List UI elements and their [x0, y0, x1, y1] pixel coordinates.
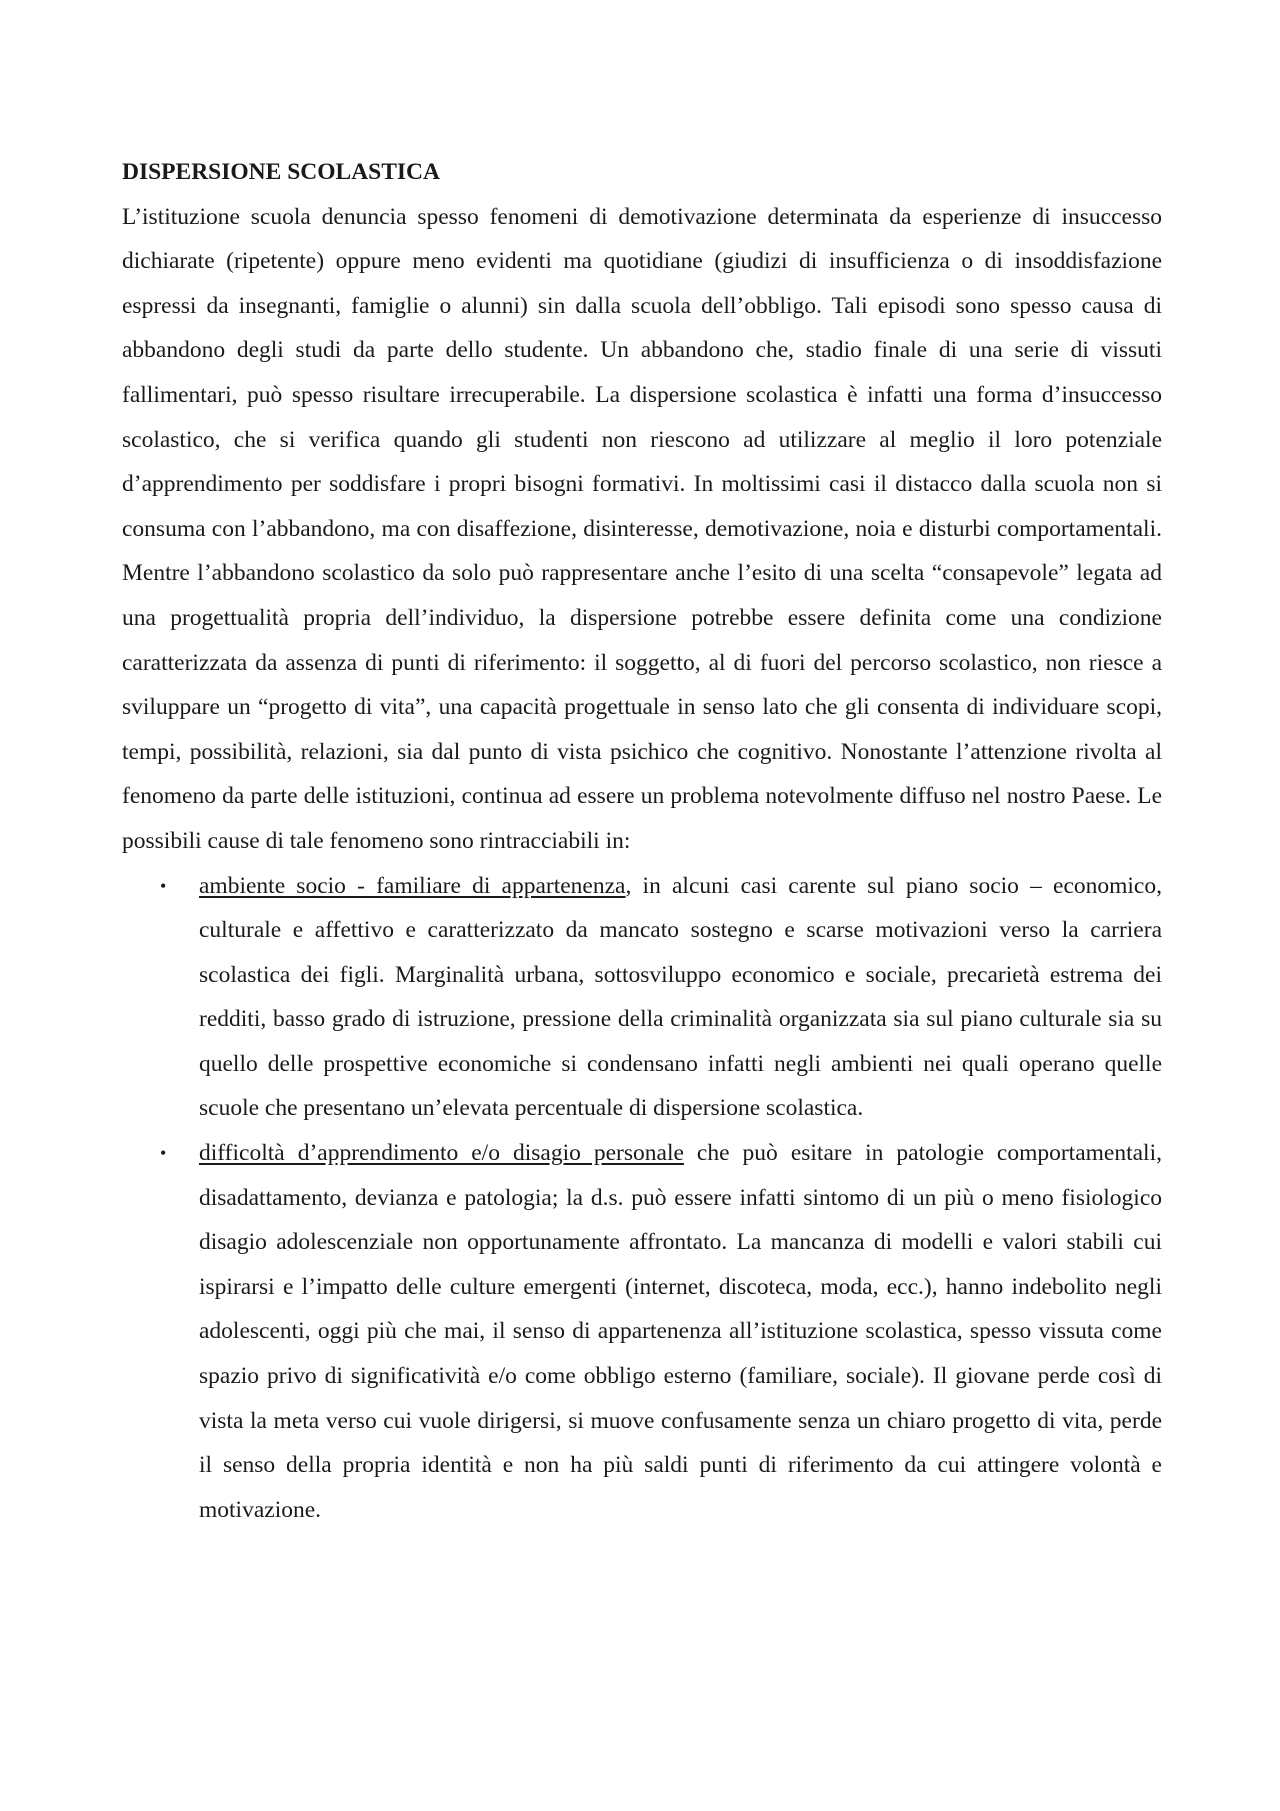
intro-paragraph: L’istituzione scuola denuncia spesso fenomeni di demotivazione determinata da esperienze di insuccesso dichiarate (ripetente) oppure meno evidenti ma quotidiane (giudizi di insufficienza o di insoddisfazione espressi da insegnanti, famiglie o alunni) sin dalla scuola dell’obbligo. Tali episodi sono spesso causa di abbandono degli studi da parte dello studente. Un abbandono che, stadio finale di una serie di vissuti fallimentari, può spesso risultare irrecuperabile. La dispersione scolastica è infatti una forma d’insuccesso scolastico, che si verifica quando gli studenti non riescono ad utilizzare al meglio il loro potenziale d’apprendimento per soddisfare i propri bisogni formativi. In moltissimi casi il distacco dalla scuola non si consuma con l’abbandono, ma con disaffezione, disinteresse, demotivazione, noia e disturbi comportamentali. Mentre l’abbandono scolastico da solo può rappresentare anche l’esito di una scelta “consapevole” legata ad una progettualità propria dell’individuo, la dispersione potrebbe essere definita come una condizione caratterizzata da assenza di punti di riferimento: il soggetto, al di fuori del percorso scolastico, non riesce a sviluppare un “progetto di vita”, una capacità progettuale in senso lato che gli consenta di individuare scopi, tempi, possibilità, relazioni, sia dal punto di vista psichico che cognitivo. Nonostante l’attenzione rivolta al fenomeno da parte delle istituzioni, continua ad essere un problema notevolmente diffuso nel nostro Paese. Le possibili cause di tale fenomeno sono rintracciabili in: — [122, 203, 1162, 854]
list-item — [122, 1131, 1162, 1532]
bullet-text: , in alcuni casi carente sul piano socio – economico, culturale e affettivo e caratterizzato da mancato sostegno e scarse motivazioni verso la carriera scolastica dei figli. Marginalità urbana, sottosviluppo economico e sociale, precarietà estrema dei redditi, basso grado di istruzione, pressione della criminalità organizzata sia sul piano culturale sia su quello delle prospettive economiche si condensano infatti negli ambienti nei quali operano quelle scuole che presentano un’elevata percentuale di dispersione scolastica. — [199, 872, 1162, 1122]
bullet-heading: ambiente socio - familiare di appartenenza — [199, 872, 626, 899]
document-body — [122, 150, 1162, 1532]
bullet-icon: • — [160, 875, 167, 896]
bullet-heading: difficoltà d’apprendimento e/o disagio personale — [199, 1140, 684, 1167]
bullet-text: che può esitare in patologie comportamentali, disadattamento, devianza e patologia; la d.s. può essere infatti sintomo di un più o meno fisiologico disagio adolescenziale non opportunamente affrontato. La mancanza di modelli e valori stabili cui ispirarsi e l’impatto delle culture emergenti (internet, discoteca, moda, ecc.), hanno indebolito negli adolescenti, oggi più che mai, il senso di appartenenza all’istituzione scolastica, spesso vissuta come spazio privo di significatività e/o come obbligo esterno (familiare, sociale). Il giovane perde così di vista la meta verso cui vuole dirigersi, si muove confusamente senza un chiaro progetto di vita, perde il senso della propria identità e non ha più saldi punti di riferimento da cui attingere volontà e motivazione. — [199, 1140, 1162, 1523]
list-item — [122, 864, 1162, 1132]
document-title: DISPERSIONE SCOLASTICA — [122, 159, 440, 185]
causes-list — [122, 864, 1162, 1533]
bullet-icon: • — [160, 1143, 167, 1164]
